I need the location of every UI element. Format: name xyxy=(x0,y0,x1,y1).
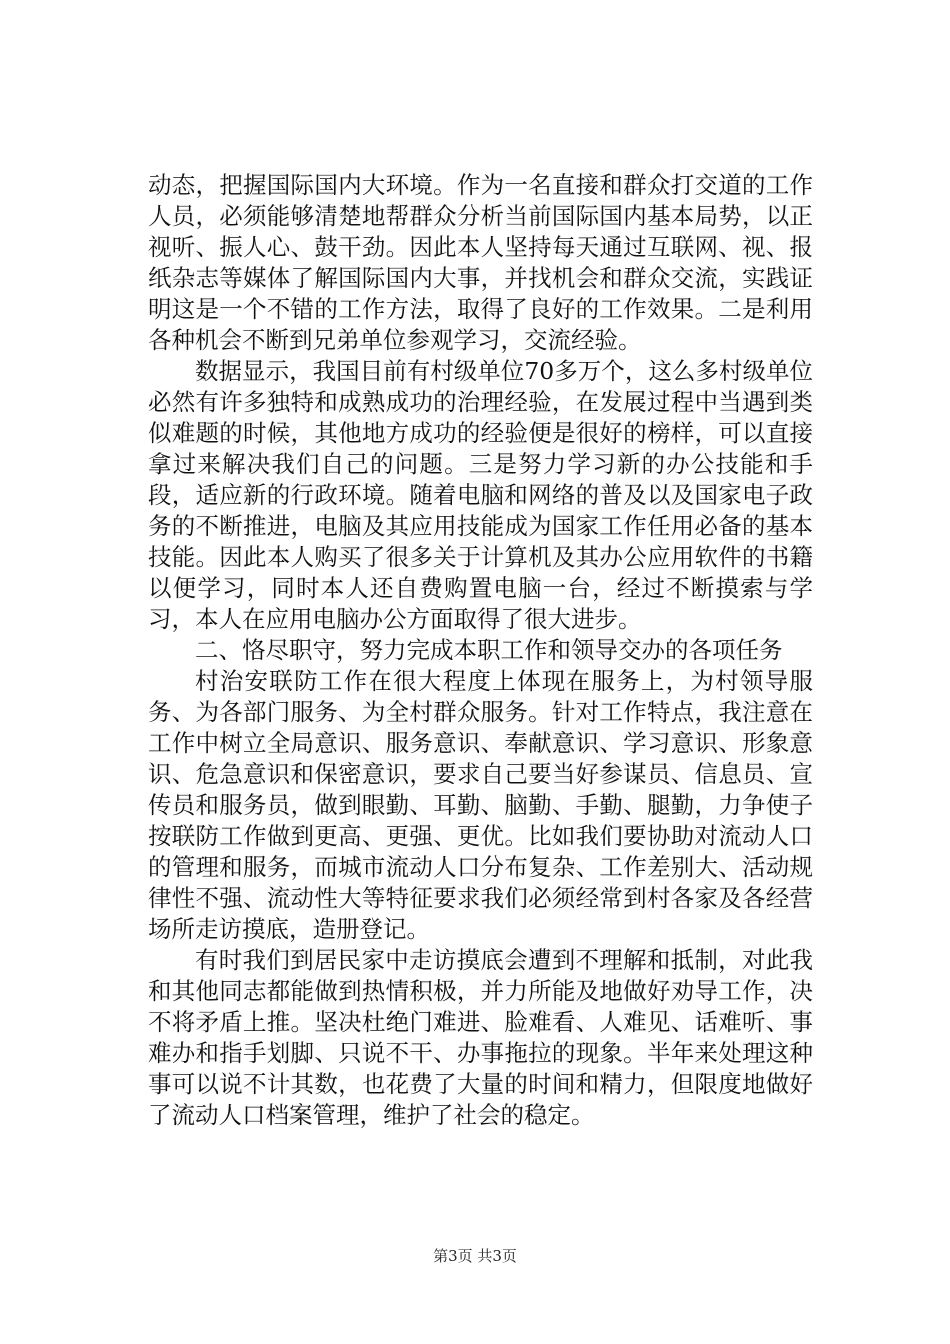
page-footer: 第3页 共3页 xyxy=(433,1247,517,1265)
section-heading: 二、恪尽职守，努力完成本职工作和领导交办的各项任务 xyxy=(195,636,783,664)
paragraph-resident-visits: 有时我们到居民家中走访摸底会遭到不理解和抵制，对此我和其他同志都能做到热情积极，并力所能及地做好劝导工作，决不将矛盾上推。坚决杜绝门难进、脸难看、人难见、话难听、事难办和指手划脚、只说不干、办事拖拉的现象。半年来处理这种事可以说不计其数，也花费了大量的时间和精力，但限度地做好了流动人口档案管理，维护了社会的稳定。 xyxy=(148,946,813,1129)
paragraph-security-work: 村治安联防工作在很大程度上体现在服务上，为村领导服务、为各部门服务、为全村群众服务。针对工作特点，我注意在工作中树立全局意识、服务意识、奉献意识、学习意识、形象意识、危急意识和保密意识，要求自己要当好参谋员、信息员、宣传员和服务员，做到眼勤、耳勤、脑勤、手勤、腿勤，力争使子按联防工作做到更高、更强、更优。比如我们要协助对流动人口的管理和服务，而城市流动人口分布复杂、工作差别大、活动规律性不强、流动性大等特征要求我们必须经常到村各家及各经营场所走访摸底，造册登记。 xyxy=(148,667,813,943)
paragraph-data-statistics: 数据显示，我国目前有村级单位70多万个，这么多村级单位必然有许多独特和成熟成功的治理经验，在发展过程中当遇到类似难题的时候，其他地方成功的经验便是很好的榜样，可以直接拿过来解决我们自己的问题。三是努力学习新的办公技能和手段，适应新的行政环境。随着电脑和网络的普及以及国家电子政务的不断推进，电脑及其应用技能成为国家工作任用必备的基本技能。因此本人购买了很多关于计算机及其办公应用软件的书籍以便学习，同时本人还自费购置电脑一台，经过不断摸索与学习，本人在应用电脑办公方面取得了很大进步。 xyxy=(148,357,813,633)
document-body xyxy=(148,170,813,1131)
paragraph-continued: 动态，把握国际国内大环境。作为一名直接和群众打交道的工作人员，必须能够清楚地帮群众分析当前国际国内基本局势，以正视听、振人心、鼓干劲。因此本人坚持每天通过互联网、视、报纸杂志等媒体了解国际国内大事，并找机会和群众交流，实践证明这是一个不错的工作方法，取得了良好的工作效果。二是利用各种机会不断到兄弟单位参观学习，交流经验。 xyxy=(148,171,813,354)
